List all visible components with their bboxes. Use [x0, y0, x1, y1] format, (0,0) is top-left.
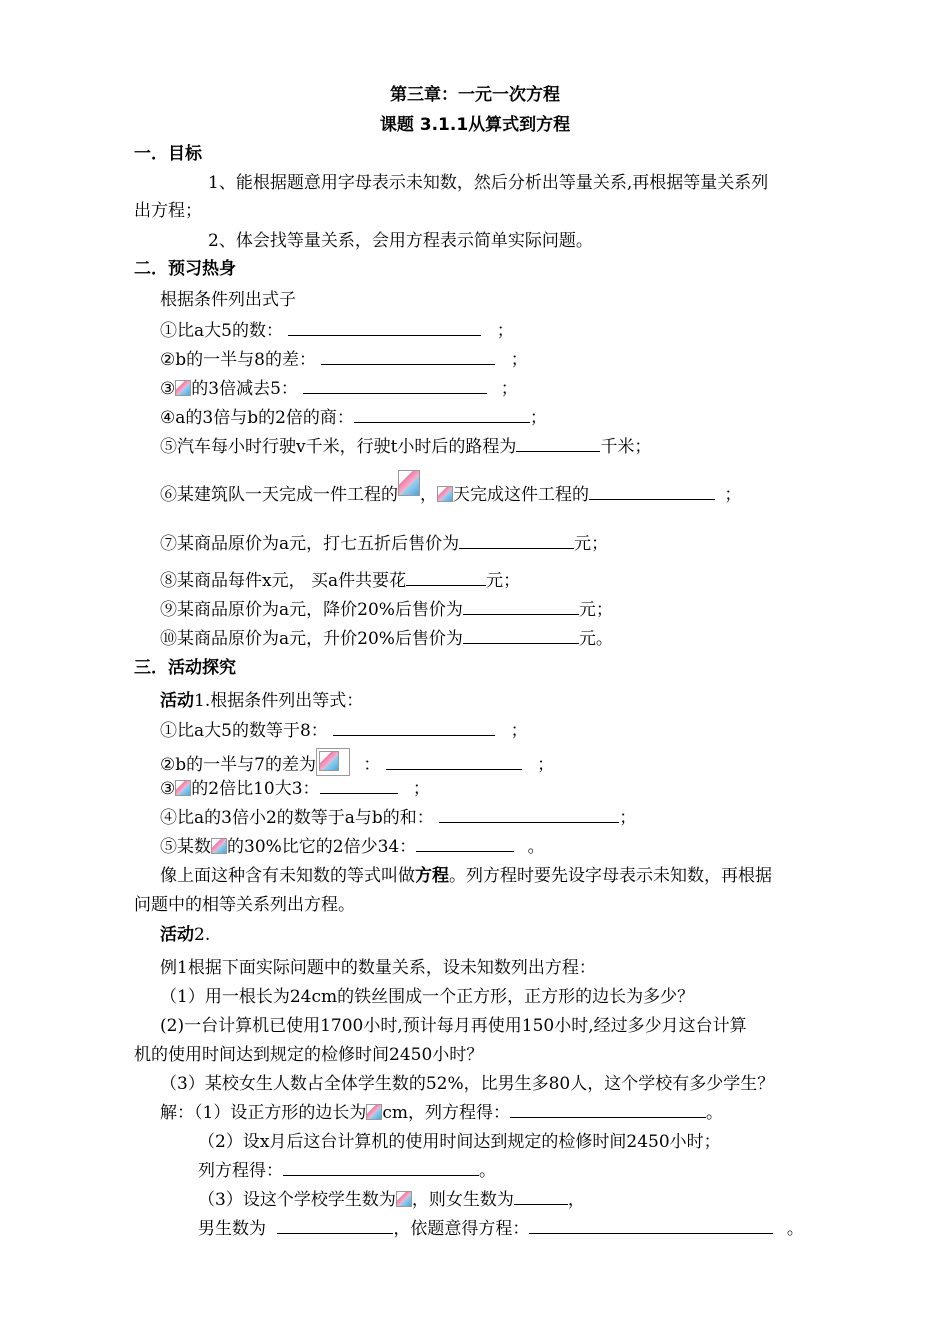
equation-term: 方程	[415, 866, 449, 886]
solution-1-text-b: cm，列方程得：	[382, 1103, 510, 1123]
warmup-item-10-unit: 元。	[578, 629, 613, 649]
definition-line-1	[160, 865, 772, 887]
solution-1-text: 解：（1）设正方形的边长为	[160, 1103, 367, 1123]
answer-blank[interactable]	[416, 836, 514, 852]
warmup-item-5-unit: 千米；	[600, 437, 652, 457]
section-goals-heading: 一．目标	[134, 144, 202, 164]
activity-item-3	[160, 778, 430, 800]
activity-1-title	[160, 690, 363, 712]
warmup-item-6-comma: ，	[420, 485, 437, 505]
colon: ：	[363, 755, 381, 775]
answer-blank[interactable]	[516, 436, 600, 452]
period: 。	[479, 1161, 496, 1181]
example-1: （1）用一根长为24cm的铁丝围成一个正方形，正方形的边长为多少？	[160, 987, 695, 1007]
answer-blank[interactable]	[288, 320, 481, 336]
answer-blank[interactable]	[463, 599, 579, 615]
solution-3-text: （3）设这个学校学生数为	[198, 1190, 396, 1210]
warmup-item-3	[160, 378, 518, 400]
warmup-item-7-unit: 元；	[574, 534, 609, 554]
activity-item-2-text: ②b的一半与7的差为	[160, 755, 316, 775]
solution-2: （2）设x月后这台计算机的使用时间达到规定的检修时间2450小时；	[198, 1132, 721, 1152]
semicolon: ；	[619, 808, 637, 828]
definition-text-b: 。列方程时要先设字母表示未知数，再根据	[449, 866, 772, 886]
answer-blank[interactable]	[439, 807, 619, 823]
solution-2-text: 列方程得：	[198, 1161, 283, 1181]
answer-blank[interactable]	[321, 349, 495, 365]
formula-image-icon	[366, 1104, 382, 1120]
warmup-item-9-text: ⑨某商品原价为a元，降价20%后售价为	[160, 600, 463, 620]
warmup-item-3-text: ③	[160, 379, 176, 399]
warmup-item-1-text: ①比a大5的数：	[160, 321, 283, 341]
solution-3-text-b: ，则女生数为	[411, 1190, 514, 1210]
formula-image-icon	[437, 486, 453, 502]
warmup-item-9-unit: 元；	[578, 600, 613, 620]
formula-image-icon	[316, 748, 350, 776]
answer-blank[interactable]	[277, 1218, 393, 1234]
answer-blank[interactable]	[333, 720, 495, 736]
warmup-item-2	[160, 349, 528, 371]
solution-3-text-d: ，依题意得方程：	[393, 1219, 530, 1239]
activity-item-5	[160, 836, 545, 858]
lesson-subtitle: 课题 3.1.1从算式到方程	[379, 115, 571, 135]
activity-item-5-text-b: 的30%比它的2倍少34：	[227, 837, 417, 857]
warmup-item-8-unit: 元；	[486, 571, 521, 591]
warmup-item-6-text: ⑥某建筑队一天完成一件工程的	[160, 485, 398, 505]
warmup-item-10	[160, 628, 613, 650]
warmup-item-8	[160, 570, 520, 592]
goal-1-line-2: 出方程；	[134, 201, 202, 221]
warmup-item-5-text: ⑤汽车每小时行驶v千米，行驶t小时后的路程为	[160, 437, 517, 457]
formula-image-icon	[211, 838, 227, 854]
example-intro: 例1根据下面实际问题中的数量关系，设未知数列出方程：	[160, 958, 596, 978]
answer-blank[interactable]	[589, 484, 715, 500]
section-activity-heading: 三．活动探究	[134, 658, 236, 678]
warmup-intro: 根据条件列出式子	[160, 290, 296, 310]
fraction-image-icon	[398, 470, 420, 496]
semicolon: ；	[510, 721, 528, 741]
answer-blank[interactable]	[459, 533, 574, 549]
semicolon: ；	[496, 321, 514, 341]
warmup-item-2-text: ②b的一半与8的差：	[160, 350, 316, 370]
activity-item-1-text: ①比a大5的数等于8：	[160, 721, 328, 741]
warmup-item-1	[160, 320, 514, 342]
section-warmup-heading: 二．预习热身	[134, 259, 236, 279]
activity-1-text: 1.根据条件列出等式：	[194, 691, 364, 711]
answer-blank[interactable]	[529, 1218, 773, 1234]
goal-1-line-1: 1、能根据题意用字母表示未知数，然后分析出等量关系,再根据等量关系列	[208, 173, 769, 193]
activity-item-4	[160, 807, 636, 829]
answer-blank[interactable]	[463, 628, 579, 644]
example-2-line-2: 机的使用时间达到规定的检修时间2450小时？	[134, 1045, 484, 1065]
answer-blank[interactable]	[386, 754, 522, 770]
warmup-item-7-text: ⑦某商品原价为a元，打七五折后售价为	[160, 534, 460, 554]
semicolon: ；	[529, 408, 547, 428]
solution-3-equation	[198, 1218, 804, 1240]
semicolon: ；	[537, 755, 555, 775]
warmup-item-3-text-b: 的3倍减去5：	[191, 379, 298, 399]
warmup-item-7	[160, 533, 608, 555]
warmup-item-4	[160, 407, 547, 429]
answer-blank[interactable]	[303, 378, 487, 394]
activity-label: 活动	[160, 691, 194, 711]
example-2-line-1: (2)一台计算机已使用1700小时,预计每月再使用150小时,经过多少月这台计算	[160, 1016, 747, 1036]
formula-image-icon	[175, 780, 191, 796]
semicolon: ；	[510, 350, 528, 370]
page-title: 第三章：一元一次方程	[390, 85, 560, 105]
warmup-item-5	[160, 436, 651, 458]
answer-blank[interactable]	[510, 1102, 706, 1118]
period: 。	[527, 837, 545, 857]
activity-item-3-text-b: 的2倍比10大3：	[191, 779, 320, 799]
activity-item-2	[160, 748, 554, 776]
period: 。	[705, 1103, 723, 1123]
activity-item-4-text: ④比a的3倍小2的数等于a与b的和：	[160, 808, 434, 828]
activity-item-1	[160, 720, 528, 742]
warmup-item-9	[160, 599, 613, 621]
solution-3	[198, 1189, 585, 1211]
activity-2-title	[160, 924, 210, 946]
solution-1	[160, 1102, 723, 1124]
semicolon: ；	[724, 485, 742, 505]
semicolon: ；	[412, 779, 430, 799]
activity-item-5-text: ⑤某数	[160, 837, 211, 857]
example-3: （3）某校女生人数占全体学生数的52%，比男生多80人，这个学校有多少学生？	[160, 1074, 775, 1094]
definition-text-a: 像上面这种含有未知数的等式叫做	[160, 866, 415, 886]
semicolon: ；	[500, 379, 518, 399]
answer-blank[interactable]	[320, 778, 398, 794]
answer-blank[interactable]	[354, 407, 530, 423]
warmup-item-4-text: ④a的3倍与b的2倍的商：	[160, 408, 354, 428]
answer-blank[interactable]	[283, 1160, 479, 1176]
goal-2: 2、体会找等量关系，会用方程表示简单实际问题。	[208, 231, 593, 251]
definition-line-2: 问题中的相等关系列出方程。	[134, 895, 355, 915]
answer-blank[interactable]	[406, 570, 486, 586]
comma: ，	[567, 1190, 585, 1210]
warmup-item-6	[160, 470, 741, 506]
formula-image-icon	[175, 380, 191, 396]
activity-item-3-text: ③	[160, 779, 176, 799]
solution-3-text-c: 男生数为	[198, 1219, 266, 1239]
warmup-item-6-text-b: 天完成这件工程的	[453, 485, 589, 505]
answer-blank[interactable]	[514, 1189, 568, 1205]
activity-2-text: 2.	[194, 925, 211, 945]
solution-2-equation	[198, 1160, 496, 1182]
period: 。	[786, 1219, 804, 1239]
warmup-item-8-text: ⑧某商品每件x元， 买a件共要花	[160, 571, 407, 591]
warmup-item-10-text: ⑩某商品原价为a元，升价20%后售价为	[160, 629, 463, 649]
activity-label: 活动	[160, 925, 194, 945]
formula-image-icon	[396, 1191, 412, 1207]
